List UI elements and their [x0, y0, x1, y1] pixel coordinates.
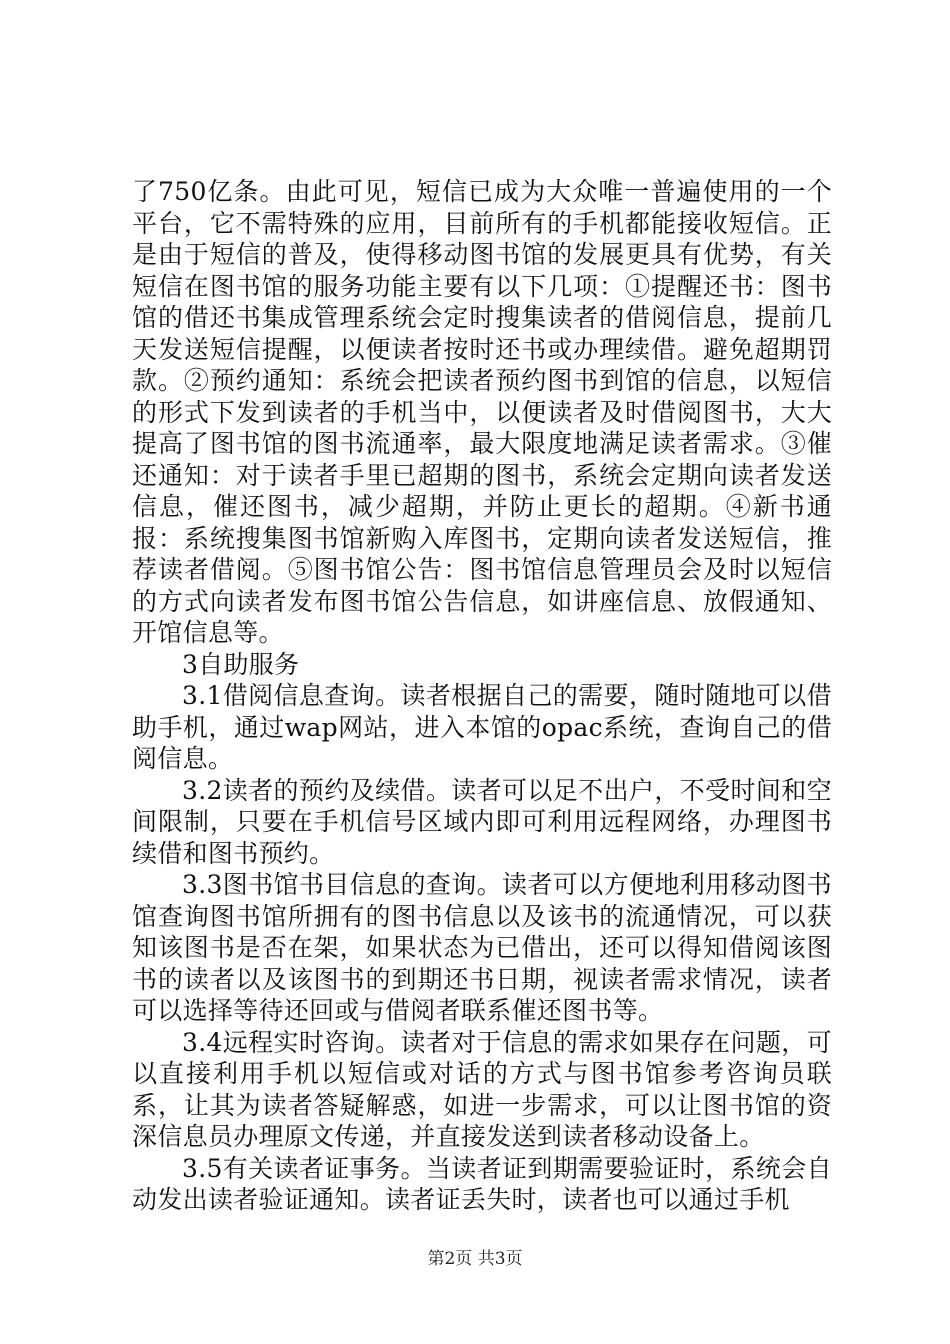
page-number-label: 第2页 共3页: [427, 1249, 523, 1269]
subsection-3-4: 3.4远程实时咨询。读者对于信息的需求如果存在问题，可以直接利用手机以短信或对话的方式与图书馆参考咨询员联系，让其为读者答疑解惑，如进一步需求，可以让图书馆的资深信息员办理原文传递，并直接发送到读者移动设备上。: [132, 1027, 832, 1151]
document-body: [132, 176, 832, 1216]
subsection-3-3: 3.3图书馆书目信息的查询。读者可以方便地利用移动图书馆查询图书馆所拥有的图书信息以及该书的流通情况，可以获知该图书是否在架，如果状态为已借出，还可以得知借阅该图书的读者以及该图书的到期还书日期，视读者需求情况，读者可以选择等待还回或与借阅者联系催还图书等。: [132, 870, 832, 1025]
page-footer: [0, 1244, 950, 1269]
subsection-3-5: 3.5有关读者证事务。当读者证到期需要验证时，系统会自动发出读者验证通知。读者证丢失时，读者也可以通过手机: [132, 1153, 832, 1214]
subsection-3-2: 3.2读者的预约及续借。读者可以足不出户，不受时间和空间限制，只要在手机信号区域内即可利用远程网络，办理图书续借和图书预约。: [132, 775, 832, 868]
subsection-3-1: 3.1借阅信息查询。读者根据自己的需要，随时随地可以借助手机，通过wap网站，进入本馆的opac系统，查询自己的借阅信息。: [132, 681, 832, 773]
section-heading-self-service: 3自助服务: [182, 649, 300, 679]
body-paragraph-sms-services: 了750亿条。由此可见，短信已成为大众唯一普遍使用的一个平台，它不需特殊的应用，目前所有的手机都能接收短信。正是由于短信的普及，使得移动图书馆的发展更具有优势，有关短信在图书馆的服务功能主要有以下几项：①提醒还书：图书馆的借还书集成管理系统会定时搜集读者的借阅信息，提前几天发送短信提醒，以便读者按时还书或办理续借。避免超期罚款。②预约通知：系统会把读者预约图书到馆的信息，以短信的形式下发到读者的手机当中，以便读者及时借阅图书，大大提高了图书馆的图书流通率，最大限度地满足读者需求。③催还通知：对于读者手里已超期的图书，系统会定期向读者发送信息，催还图书，减少超期，并防止更长的超期。④新书通报：系统搜集图书馆新购入库图书，定期向读者发送短信，推荐读者借阅。⑤图书馆公告：图书馆信息管理员会及时以短信的方式向读者发布图书馆公告信息，如讲座信息、放假通知、开馆信息等。: [132, 177, 832, 647]
